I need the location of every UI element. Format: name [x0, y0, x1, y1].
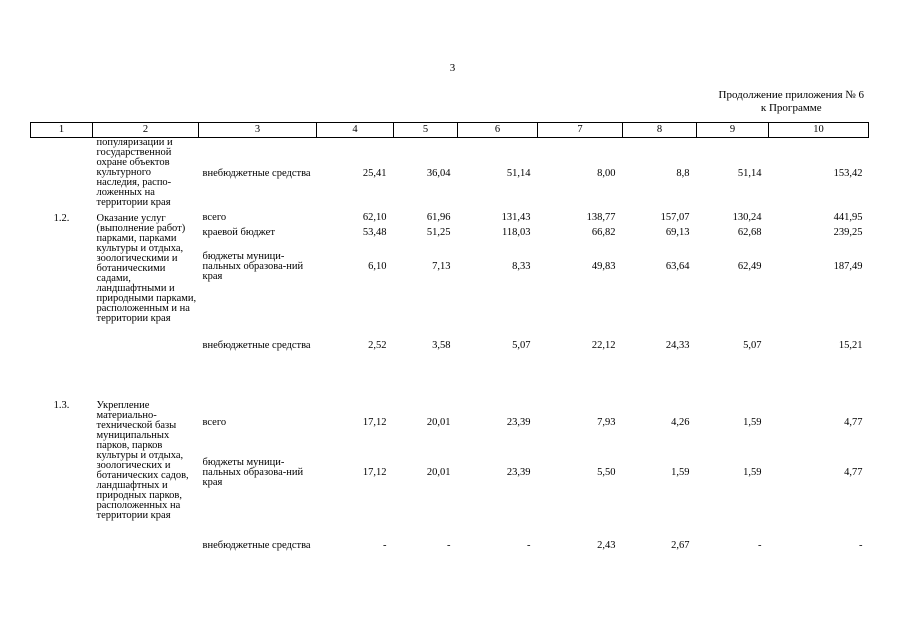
value-cell-col-10: 4,77	[844, 416, 863, 428]
activity-name: Укрепление материально-технической базы муниципальных парков, парков культуры и отдыха, зоологических и ботанических садов, ландшафтных и природных парков, расположенных на территории края	[96, 399, 189, 521]
value-cell-col-8: 2,67	[671, 539, 690, 551]
activity-name: Оказание услуг (выполнение работ) парками, парками культуры и отдыха, зоологическими и ботаническими садами, ландшафтными и природными парками, расположенным и на территории края	[96, 212, 197, 324]
header-row	[31, 123, 869, 138]
table-row	[31, 138, 869, 211]
value-cell-col-10: 187,49	[833, 261, 863, 272]
funding-source: всего	[202, 212, 227, 223]
funding-source: внебюджетные средства	[202, 168, 311, 180]
value-cell-col-4: -	[383, 539, 387, 551]
value-cell-col-10: 4,77	[844, 467, 863, 478]
column-header-1: 1	[31, 123, 93, 138]
value-cell-col-10: 153,42	[833, 168, 863, 180]
funding-source: бюджеты муници-пальных образова-ний края	[202, 457, 304, 488]
value-cell-col-5: 7,13	[432, 261, 451, 272]
appendix-caption	[719, 89, 864, 115]
value-cell-col-9: -	[758, 539, 762, 551]
column-header-4: 4	[317, 123, 394, 138]
value-cell-col-4: 2,52	[368, 339, 387, 351]
value-cell-col-7: 7,93	[597, 416, 616, 428]
value-cell-col-8: 24,33	[665, 339, 690, 351]
column-header-8: 8	[623, 123, 697, 138]
value-cell-col-7: 66,82	[591, 227, 616, 238]
value-cell-col-4: 25,41	[362, 168, 387, 180]
value-cell-col-6: 23,39	[506, 467, 531, 478]
column-header-3: 3	[199, 123, 317, 138]
budget-table	[30, 122, 869, 593]
value-cell-col-7: 49,83	[591, 261, 616, 272]
value-cell-col-7: 5,50	[597, 467, 616, 478]
value-cell-col-10: 15,21	[838, 339, 863, 351]
value-cell-col-5: 61,96	[426, 212, 451, 223]
value-cell-col-5: 51,25	[426, 227, 451, 238]
value-cell-col-6: 51,14	[506, 168, 531, 180]
funding-source: внебюджетные средства	[202, 539, 311, 551]
funding-source: краевой бюджет	[202, 227, 275, 238]
value-cell-col-5: 36,04	[426, 168, 451, 180]
value-cell-col-5: 3,58	[432, 339, 451, 351]
value-cell-col-9: 130,24	[732, 212, 762, 223]
value-cell-col-4: 53,48	[362, 227, 387, 238]
table-body	[31, 138, 869, 593]
value-cell-col-6: 8,33	[512, 261, 531, 272]
funding-source: бюджеты муници-пальных образова-ний края	[202, 251, 304, 282]
value-cell-col-9: 5,07	[743, 339, 762, 351]
value-cell-col-7: 8,00	[597, 168, 616, 180]
value-cell-col-6: 5,07	[512, 339, 531, 351]
funding-source: всего	[202, 416, 227, 428]
value-cell-col-6: -	[527, 539, 531, 551]
value-cell-col-4: 17,12	[362, 467, 387, 478]
value-cell-col-4: 62,10	[362, 212, 387, 223]
value-cell-col-8: 63,64	[665, 261, 690, 272]
value-cell-col-9: 62,68	[737, 227, 762, 238]
value-cell-col-9: 62,49	[737, 261, 762, 272]
value-cell-col-10: 441,95	[833, 212, 863, 223]
value-cell-col-7: 22,12	[591, 339, 616, 351]
page-number: 3	[449, 62, 456, 74]
value-cell-col-6: 118,03	[502, 227, 531, 238]
value-cell-col-7: 2,43	[597, 539, 616, 551]
value-cell-col-8: 8,8	[676, 168, 690, 180]
value-cell-col-10: 239,25	[833, 227, 863, 238]
value-cell-col-4: 6,10	[368, 261, 387, 272]
column-header-10: 10	[769, 123, 869, 138]
appendix-caption-line1: Продолжение приложения № 6	[718, 89, 864, 101]
column-header-6: 6	[458, 123, 538, 138]
value-cell-col-5: -	[447, 539, 451, 551]
funding-source: внебюджетные средства	[202, 339, 311, 351]
appendix-caption-line2: к Программе	[760, 102, 822, 114]
value-cell-col-10: -	[859, 539, 863, 551]
value-cell-col-8: 69,13	[665, 227, 690, 238]
value-cell-col-4: 17,12	[362, 416, 387, 428]
value-cell-col-7: 138,77	[586, 212, 616, 223]
value-cell-col-9: 1,59	[743, 416, 762, 428]
value-cell-col-5: 20,01	[426, 467, 451, 478]
value-cell-col-5: 20,01	[426, 416, 451, 428]
value-cell-col-8: 1,59	[671, 467, 690, 478]
value-cell-col-6: 131,43	[501, 212, 531, 223]
value-cell-col-8: 4,26	[671, 416, 690, 428]
table-row	[31, 398, 869, 448]
value-cell-col-9: 51,14	[737, 168, 762, 180]
column-header-2: 2	[93, 123, 199, 138]
value-cell-col-6: 23,39	[506, 416, 531, 428]
value-cell-col-9: 1,59	[743, 467, 762, 478]
row-number: 1.2.	[53, 212, 70, 224]
column-header-9: 9	[697, 123, 769, 138]
column-header-7: 7	[538, 123, 623, 138]
row-number: 1.3.	[53, 399, 70, 411]
value-cell-col-8: 157,07	[660, 212, 690, 223]
table-row	[31, 211, 869, 226]
row-number	[31, 138, 93, 211]
activity-name: популяризации и государственной охране объектов культурного наследия, распо-ложенных на территории края	[96, 137, 173, 208]
column-header-5: 5	[394, 123, 458, 138]
